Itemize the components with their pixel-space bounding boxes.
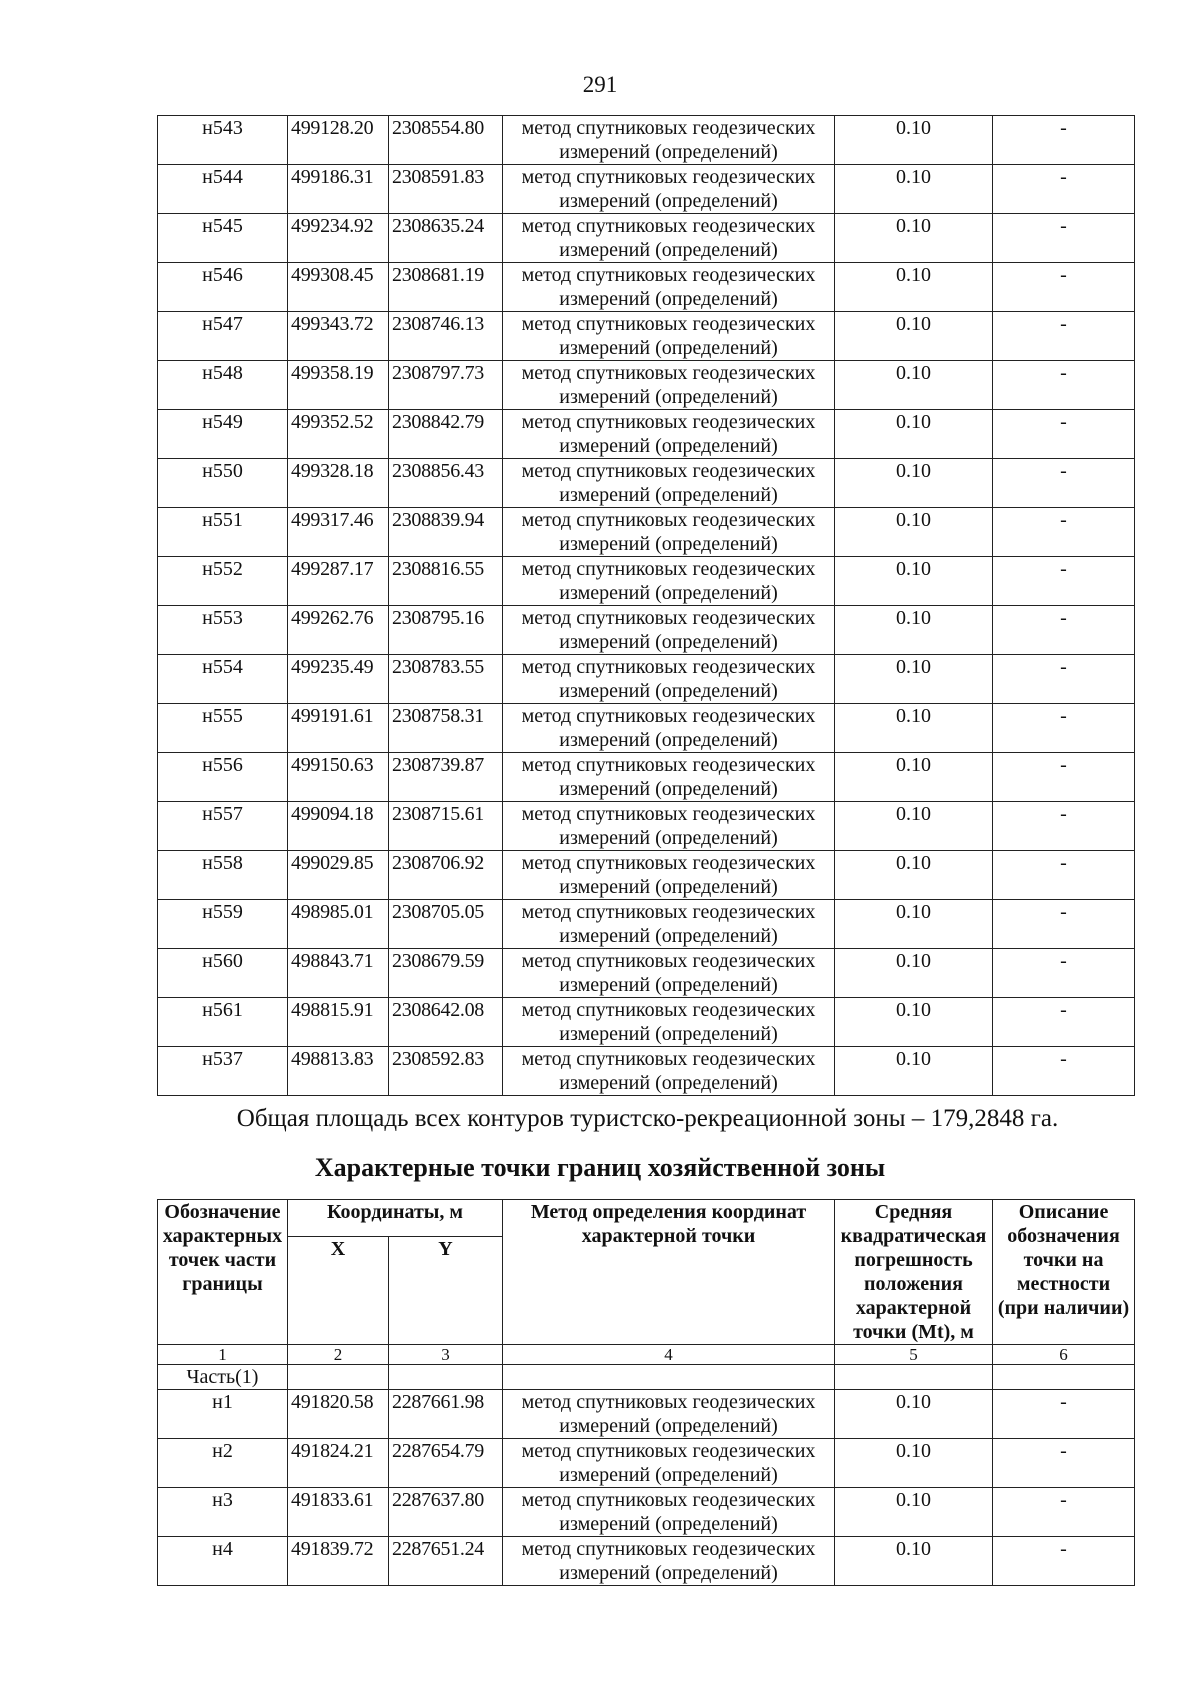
description-cell: - bbox=[993, 704, 1135, 753]
description-cell: - bbox=[993, 410, 1135, 459]
table-row bbox=[158, 851, 1135, 900]
column-index: 5 bbox=[835, 1345, 993, 1365]
method-cell: метод спутниковых геодезических измерений (определений) bbox=[503, 116, 835, 165]
header-designation bbox=[158, 1200, 288, 1345]
method-cell: метод спутниковых геодезических измерений (определений) bbox=[503, 1488, 835, 1537]
table-row bbox=[158, 165, 1135, 214]
table-row bbox=[158, 704, 1135, 753]
point-name-cell: н546 bbox=[158, 263, 288, 312]
error-cell: 0.10 bbox=[835, 508, 993, 557]
coord-x-cell: 498815.91 bbox=[288, 998, 389, 1047]
error-cell: 0.10 bbox=[835, 459, 993, 508]
table-row bbox=[158, 1047, 1135, 1096]
error-cell: 0.10 bbox=[835, 704, 993, 753]
column-index: 4 bbox=[503, 1345, 835, 1365]
description-cell: - bbox=[993, 949, 1135, 998]
description-cell: - bbox=[993, 900, 1135, 949]
description-cell: - bbox=[993, 508, 1135, 557]
method-cell: метод спутниковых геодезических измерений (определений) bbox=[503, 214, 835, 263]
coord-y-cell: 2308816.55 bbox=[389, 557, 503, 606]
description-cell: - bbox=[993, 263, 1135, 312]
point-name-cell: н559 bbox=[158, 900, 288, 949]
table-row bbox=[158, 410, 1135, 459]
error-cell: 0.10 bbox=[835, 312, 993, 361]
coord-y-cell: 2308839.94 bbox=[389, 508, 503, 557]
point-name-cell: н549 bbox=[158, 410, 288, 459]
method-cell: метод спутниковых геодезических измерений (определений) bbox=[503, 410, 835, 459]
method-cell: метод спутниковых геодезических измерений (определений) bbox=[503, 704, 835, 753]
point-name-cell: н551 bbox=[158, 508, 288, 557]
coord-y-cell: 2308746.13 bbox=[389, 312, 503, 361]
method-cell: метод спутниковых геодезических измерений (определений) bbox=[503, 1047, 835, 1096]
header-error: Средняя квадратическая погрешность положения характерной точки (Mt), м bbox=[835, 1200, 993, 1345]
coord-x-cell: 499343.72 bbox=[288, 312, 389, 361]
coord-x-cell: 491824.21 bbox=[288, 1439, 389, 1488]
column-index: 6 bbox=[993, 1345, 1135, 1365]
empty-cell bbox=[503, 1365, 835, 1390]
description-cell: - bbox=[993, 1439, 1135, 1488]
header-y: Y bbox=[389, 1237, 503, 1345]
coord-y-cell: 2308642.08 bbox=[389, 998, 503, 1047]
coord-x-cell: 499150.63 bbox=[288, 753, 389, 802]
point-name-cell: н545 bbox=[158, 214, 288, 263]
empty-cell bbox=[835, 1365, 993, 1390]
part-label: Часть(1) bbox=[158, 1365, 288, 1390]
error-cell: 0.10 bbox=[835, 900, 993, 949]
description-cell: - bbox=[993, 361, 1135, 410]
coord-y-cell: 2308592.83 bbox=[389, 1047, 503, 1096]
coord-y-cell: 2308795.16 bbox=[389, 606, 503, 655]
error-cell: 0.10 bbox=[835, 361, 993, 410]
method-cell: метод спутниковых геодезических измерений (определений) bbox=[503, 263, 835, 312]
point-name-cell: н537 bbox=[158, 1047, 288, 1096]
point-name-cell: н548 bbox=[158, 361, 288, 410]
error-cell: 0.10 bbox=[835, 655, 993, 704]
method-cell: метод спутниковых геодезических измерений (определений) bbox=[503, 1537, 835, 1586]
table-row bbox=[158, 655, 1135, 704]
description-cell: - bbox=[993, 1488, 1135, 1537]
method-cell: метод спутниковых геодезических измерений (определений) bbox=[503, 312, 835, 361]
description-cell: - bbox=[993, 998, 1135, 1047]
method-cell: метод спутниковых геодезических измерений (определений) bbox=[503, 949, 835, 998]
table-row bbox=[158, 263, 1135, 312]
point-name-cell: н4 bbox=[158, 1537, 288, 1586]
header-method: Метод определения координат характерной точки bbox=[503, 1200, 835, 1345]
error-cell: 0.10 bbox=[835, 410, 993, 459]
empty-cell bbox=[288, 1365, 389, 1390]
description-cell: - bbox=[993, 165, 1135, 214]
coord-x-cell: 499358.19 bbox=[288, 361, 389, 410]
point-name-cell: н3 bbox=[158, 1488, 288, 1537]
description-cell: - bbox=[993, 802, 1135, 851]
coord-y-cell: 2287661.98 bbox=[389, 1390, 503, 1439]
point-name-cell: н2 bbox=[158, 1439, 288, 1488]
error-cell: 0.10 bbox=[835, 753, 993, 802]
coord-y-cell: 2308797.73 bbox=[389, 361, 503, 410]
table-row bbox=[158, 361, 1135, 410]
error-cell: 0.10 bbox=[835, 1390, 993, 1439]
part-row bbox=[158, 1365, 1135, 1390]
table-row bbox=[158, 1488, 1135, 1537]
method-cell: метод спутниковых геодезических измерений (определений) bbox=[503, 606, 835, 655]
description-cell: - bbox=[993, 312, 1135, 361]
description-cell: - bbox=[993, 606, 1135, 655]
coord-y-cell: 2308681.19 bbox=[389, 263, 503, 312]
error-cell: 0.10 bbox=[835, 1488, 993, 1537]
coord-y-cell: 2287654.79 bbox=[389, 1439, 503, 1488]
coord-x-cell: 499128.20 bbox=[288, 116, 389, 165]
error-cell: 0.10 bbox=[835, 165, 993, 214]
error-cell: 0.10 bbox=[835, 606, 993, 655]
point-name-cell: н556 bbox=[158, 753, 288, 802]
coord-y-cell: 2308679.59 bbox=[389, 949, 503, 998]
point-name-cell: н550 bbox=[158, 459, 288, 508]
description-cell: - bbox=[993, 1390, 1135, 1439]
table-row bbox=[158, 1537, 1135, 1586]
column-index-row bbox=[158, 1345, 1135, 1365]
error-cell: 0.10 bbox=[835, 998, 993, 1047]
error-cell: 0.10 bbox=[835, 949, 993, 998]
table-row bbox=[158, 949, 1135, 998]
method-cell: метод спутниковых геодезических измерений (определений) bbox=[503, 802, 835, 851]
total-area-text: Общая площадь всех контуров туристско-рекреационной зоны – 179,2848 га. bbox=[236, 1105, 1059, 1132]
method-cell: метод спутниковых геодезических измерений (определений) bbox=[503, 165, 835, 214]
method-cell: метод спутниковых геодезических измерений (определений) bbox=[503, 459, 835, 508]
coord-x-cell: 499094.18 bbox=[288, 802, 389, 851]
header-x: X bbox=[288, 1237, 389, 1345]
coordinates-table-body bbox=[158, 116, 1135, 1096]
column-index: 2 bbox=[288, 1345, 389, 1365]
coord-x-cell: 499308.45 bbox=[288, 263, 389, 312]
coord-y-cell: 2308554.80 bbox=[389, 116, 503, 165]
point-name-cell: н543 bbox=[158, 116, 288, 165]
table-row bbox=[158, 557, 1135, 606]
description-cell: - bbox=[993, 557, 1135, 606]
error-cell: 0.10 bbox=[835, 557, 993, 606]
section-title: Характерные точки границ хозяйственной зоны bbox=[314, 1153, 886, 1182]
method-cell: метод спутниковых геодезических измерений (определений) bbox=[503, 508, 835, 557]
coordinates-table-tourist-zone bbox=[157, 115, 1135, 1096]
coord-x-cell: 499317.46 bbox=[288, 508, 389, 557]
method-cell: метод спутниковых геодезических измерений (определений) bbox=[503, 753, 835, 802]
error-cell: 0.10 bbox=[835, 1047, 993, 1096]
coord-x-cell: 499029.85 bbox=[288, 851, 389, 900]
error-cell: 0.10 bbox=[835, 214, 993, 263]
table-row bbox=[158, 900, 1135, 949]
point-name-cell: н560 bbox=[158, 949, 288, 998]
method-cell: метод спутниковых геодезических измерений (определений) bbox=[503, 851, 835, 900]
coord-x-cell: 499191.61 bbox=[288, 704, 389, 753]
coord-x-cell: 491833.61 bbox=[288, 1488, 389, 1537]
table-row bbox=[158, 998, 1135, 1047]
coord-x-cell: 499328.18 bbox=[288, 459, 389, 508]
method-cell: метод спутниковых геодезических измерений (определений) bbox=[503, 998, 835, 1047]
point-name-cell: н555 bbox=[158, 704, 288, 753]
error-cell: 0.10 bbox=[835, 116, 993, 165]
coord-y-cell: 2308635.24 bbox=[389, 214, 503, 263]
method-cell: метод спутниковых геодезических измерений (определений) bbox=[503, 655, 835, 704]
table-row bbox=[158, 606, 1135, 655]
coord-x-cell: 498813.83 bbox=[288, 1047, 389, 1096]
coord-x-cell: 499352.52 bbox=[288, 410, 389, 459]
empty-cell bbox=[389, 1365, 503, 1390]
coord-y-cell: 2308591.83 bbox=[389, 165, 503, 214]
point-name-cell: н554 bbox=[158, 655, 288, 704]
table-row bbox=[158, 1439, 1135, 1488]
method-cell: метод спутниковых геодезических измерений (определений) bbox=[503, 557, 835, 606]
economic-zone-table-body bbox=[158, 1345, 1135, 1586]
description-cell: - bbox=[993, 851, 1135, 900]
coord-y-cell: 2287637.80 bbox=[389, 1488, 503, 1537]
description-cell: - bbox=[993, 116, 1135, 165]
page-number: 291 bbox=[582, 72, 618, 97]
coord-y-cell: 2308715.61 bbox=[389, 802, 503, 851]
header-description: Описание обозначения точки на местности (при наличии) bbox=[993, 1200, 1135, 1345]
coord-y-cell: 2308783.55 bbox=[389, 655, 503, 704]
error-cell: 0.10 bbox=[835, 1537, 993, 1586]
coord-x-cell: 491820.58 bbox=[288, 1390, 389, 1439]
description-cell: - bbox=[993, 1537, 1135, 1586]
column-index: 3 bbox=[389, 1345, 503, 1365]
error-cell: 0.10 bbox=[835, 263, 993, 312]
coord-x-cell: 499262.76 bbox=[288, 606, 389, 655]
description-cell: - bbox=[993, 655, 1135, 704]
coord-x-cell: 491839.72 bbox=[288, 1537, 389, 1586]
table-row bbox=[158, 312, 1135, 361]
empty-cell bbox=[993, 1365, 1135, 1390]
table-row bbox=[158, 508, 1135, 557]
point-name-cell: н1 bbox=[158, 1390, 288, 1439]
coord-y-cell: 2308705.05 bbox=[389, 900, 503, 949]
coordinates-table-economic-zone bbox=[157, 1199, 1135, 1586]
header-designation-label: Обозначение характерных точек части границы bbox=[162, 1201, 283, 1295]
coord-x-cell: 499235.49 bbox=[288, 655, 389, 704]
coord-x-cell: 498843.71 bbox=[288, 949, 389, 998]
coord-x-cell: 499234.92 bbox=[288, 214, 389, 263]
coord-y-cell: 2308856.43 bbox=[389, 459, 503, 508]
table-row bbox=[158, 1390, 1135, 1439]
table-row bbox=[158, 802, 1135, 851]
coord-y-cell: 2308842.79 bbox=[389, 410, 503, 459]
description-cell: - bbox=[993, 459, 1135, 508]
method-cell: метод спутниковых геодезических измерений (определений) bbox=[503, 900, 835, 949]
method-cell: метод спутниковых геодезических измерений (определений) bbox=[503, 1439, 835, 1488]
coord-y-cell: 2287651.24 bbox=[389, 1537, 503, 1586]
point-name-cell: н552 bbox=[158, 557, 288, 606]
description-cell: - bbox=[993, 214, 1135, 263]
point-name-cell: н553 bbox=[158, 606, 288, 655]
description-cell: - bbox=[993, 1047, 1135, 1096]
method-cell: метод спутниковых геодезических измерений (определений) bbox=[503, 361, 835, 410]
point-name-cell: н561 bbox=[158, 998, 288, 1047]
table-row bbox=[158, 753, 1135, 802]
error-cell: 0.10 bbox=[835, 802, 993, 851]
coord-y-cell: 2308706.92 bbox=[389, 851, 503, 900]
coord-x-cell: 499186.31 bbox=[288, 165, 389, 214]
header-coords: Координаты, м bbox=[288, 1200, 503, 1237]
column-index: 1 bbox=[158, 1345, 288, 1365]
method-cell: метод спутниковых геодезических измерений (определений) bbox=[503, 1390, 835, 1439]
coord-y-cell: 2308739.87 bbox=[389, 753, 503, 802]
point-name-cell: н557 bbox=[158, 802, 288, 851]
point-name-cell: н544 bbox=[158, 165, 288, 214]
table-row bbox=[158, 459, 1135, 508]
coord-x-cell: 498985.01 bbox=[288, 900, 389, 949]
error-cell: 0.10 bbox=[835, 851, 993, 900]
table-row bbox=[158, 116, 1135, 165]
coord-x-cell: 499287.17 bbox=[288, 557, 389, 606]
description-cell: - bbox=[993, 753, 1135, 802]
table-row bbox=[158, 214, 1135, 263]
point-name-cell: н547 bbox=[158, 312, 288, 361]
point-name-cell: н558 bbox=[158, 851, 288, 900]
coord-y-cell: 2308758.31 bbox=[389, 704, 503, 753]
error-cell: 0.10 bbox=[835, 1439, 993, 1488]
